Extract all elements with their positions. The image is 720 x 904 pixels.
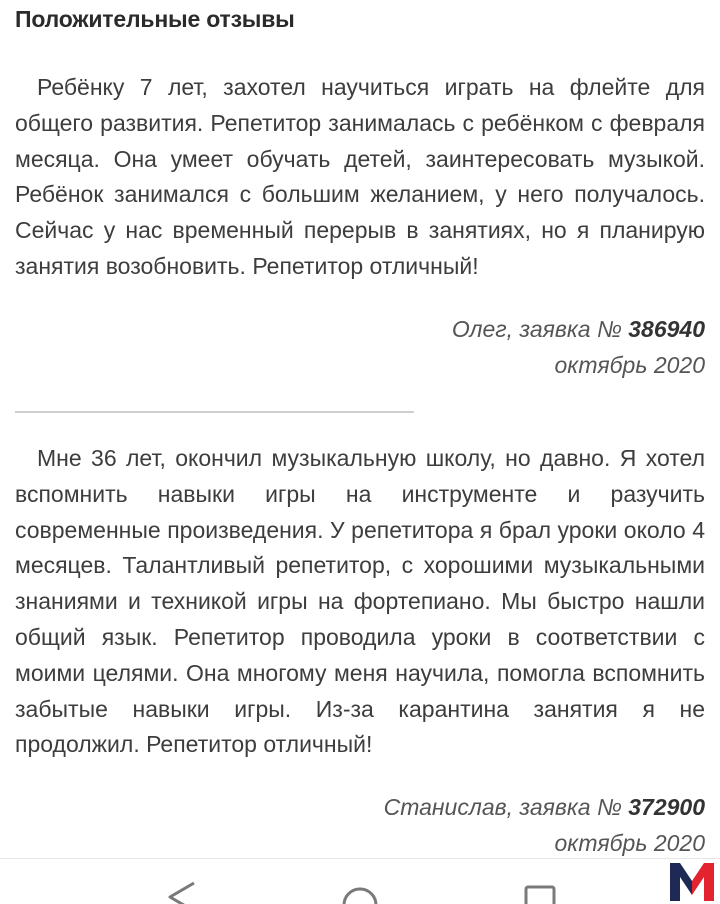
review-text: Ребёнку 7 лет, захотел научиться играть на флейте для общего развития. Репетитор занималась с ребёнком с февраля месяца. Она умеет обучать детей, заинтересовать музыкой. Ребёнок занимался с большим желанием, у него получалось. Сейчас у нас временный перерыв в занятиях, но я планирую занятия возобновить. Репетитор отличный! (15, 74, 705, 279)
review-request-number: 386940 (628, 316, 705, 342)
review-divider (15, 411, 414, 413)
review-card (15, 70, 705, 285)
system-navigation-bar (0, 858, 720, 904)
back-triangle-icon[interactable] (160, 881, 200, 904)
review-signature (384, 789, 705, 861)
review-card (15, 441, 705, 763)
review-text: Мне 36 лет, окончил музыкальную школу, но давно. Я хотел вспомнить навыки игры на инструменте и разучить современные произведения. У репетитора я брал уроки около 4 месяцев. Талантливый репетитор, с хорошими музыкальными знаниями и техникой игры на фортепиано. Мы быстро нашли общий язык. Репетитор проводила уроки в соответствии с моими целями. Она многому меня научила, помогла вспомнить забытые навыки игры. Из-за карантина занятия я не продолжил. Репетитор отличный! (15, 445, 705, 758)
recent-square-icon[interactable] (520, 881, 560, 904)
review-author-line (452, 311, 705, 347)
review-request-number: 372900 (628, 794, 705, 820)
section-title: Положительные отзывы (15, 6, 295, 32)
review-author: Станислав, заявка № (383, 794, 622, 820)
review-date: октябрь 2020 (554, 830, 705, 856)
m-logo-icon (668, 859, 716, 903)
review-author-line (384, 789, 705, 825)
home-circle-icon[interactable] (340, 881, 380, 904)
review-signature (452, 311, 705, 383)
review-author: Олег, заявка № (451, 316, 622, 342)
review-date: октябрь 2020 (554, 352, 705, 378)
